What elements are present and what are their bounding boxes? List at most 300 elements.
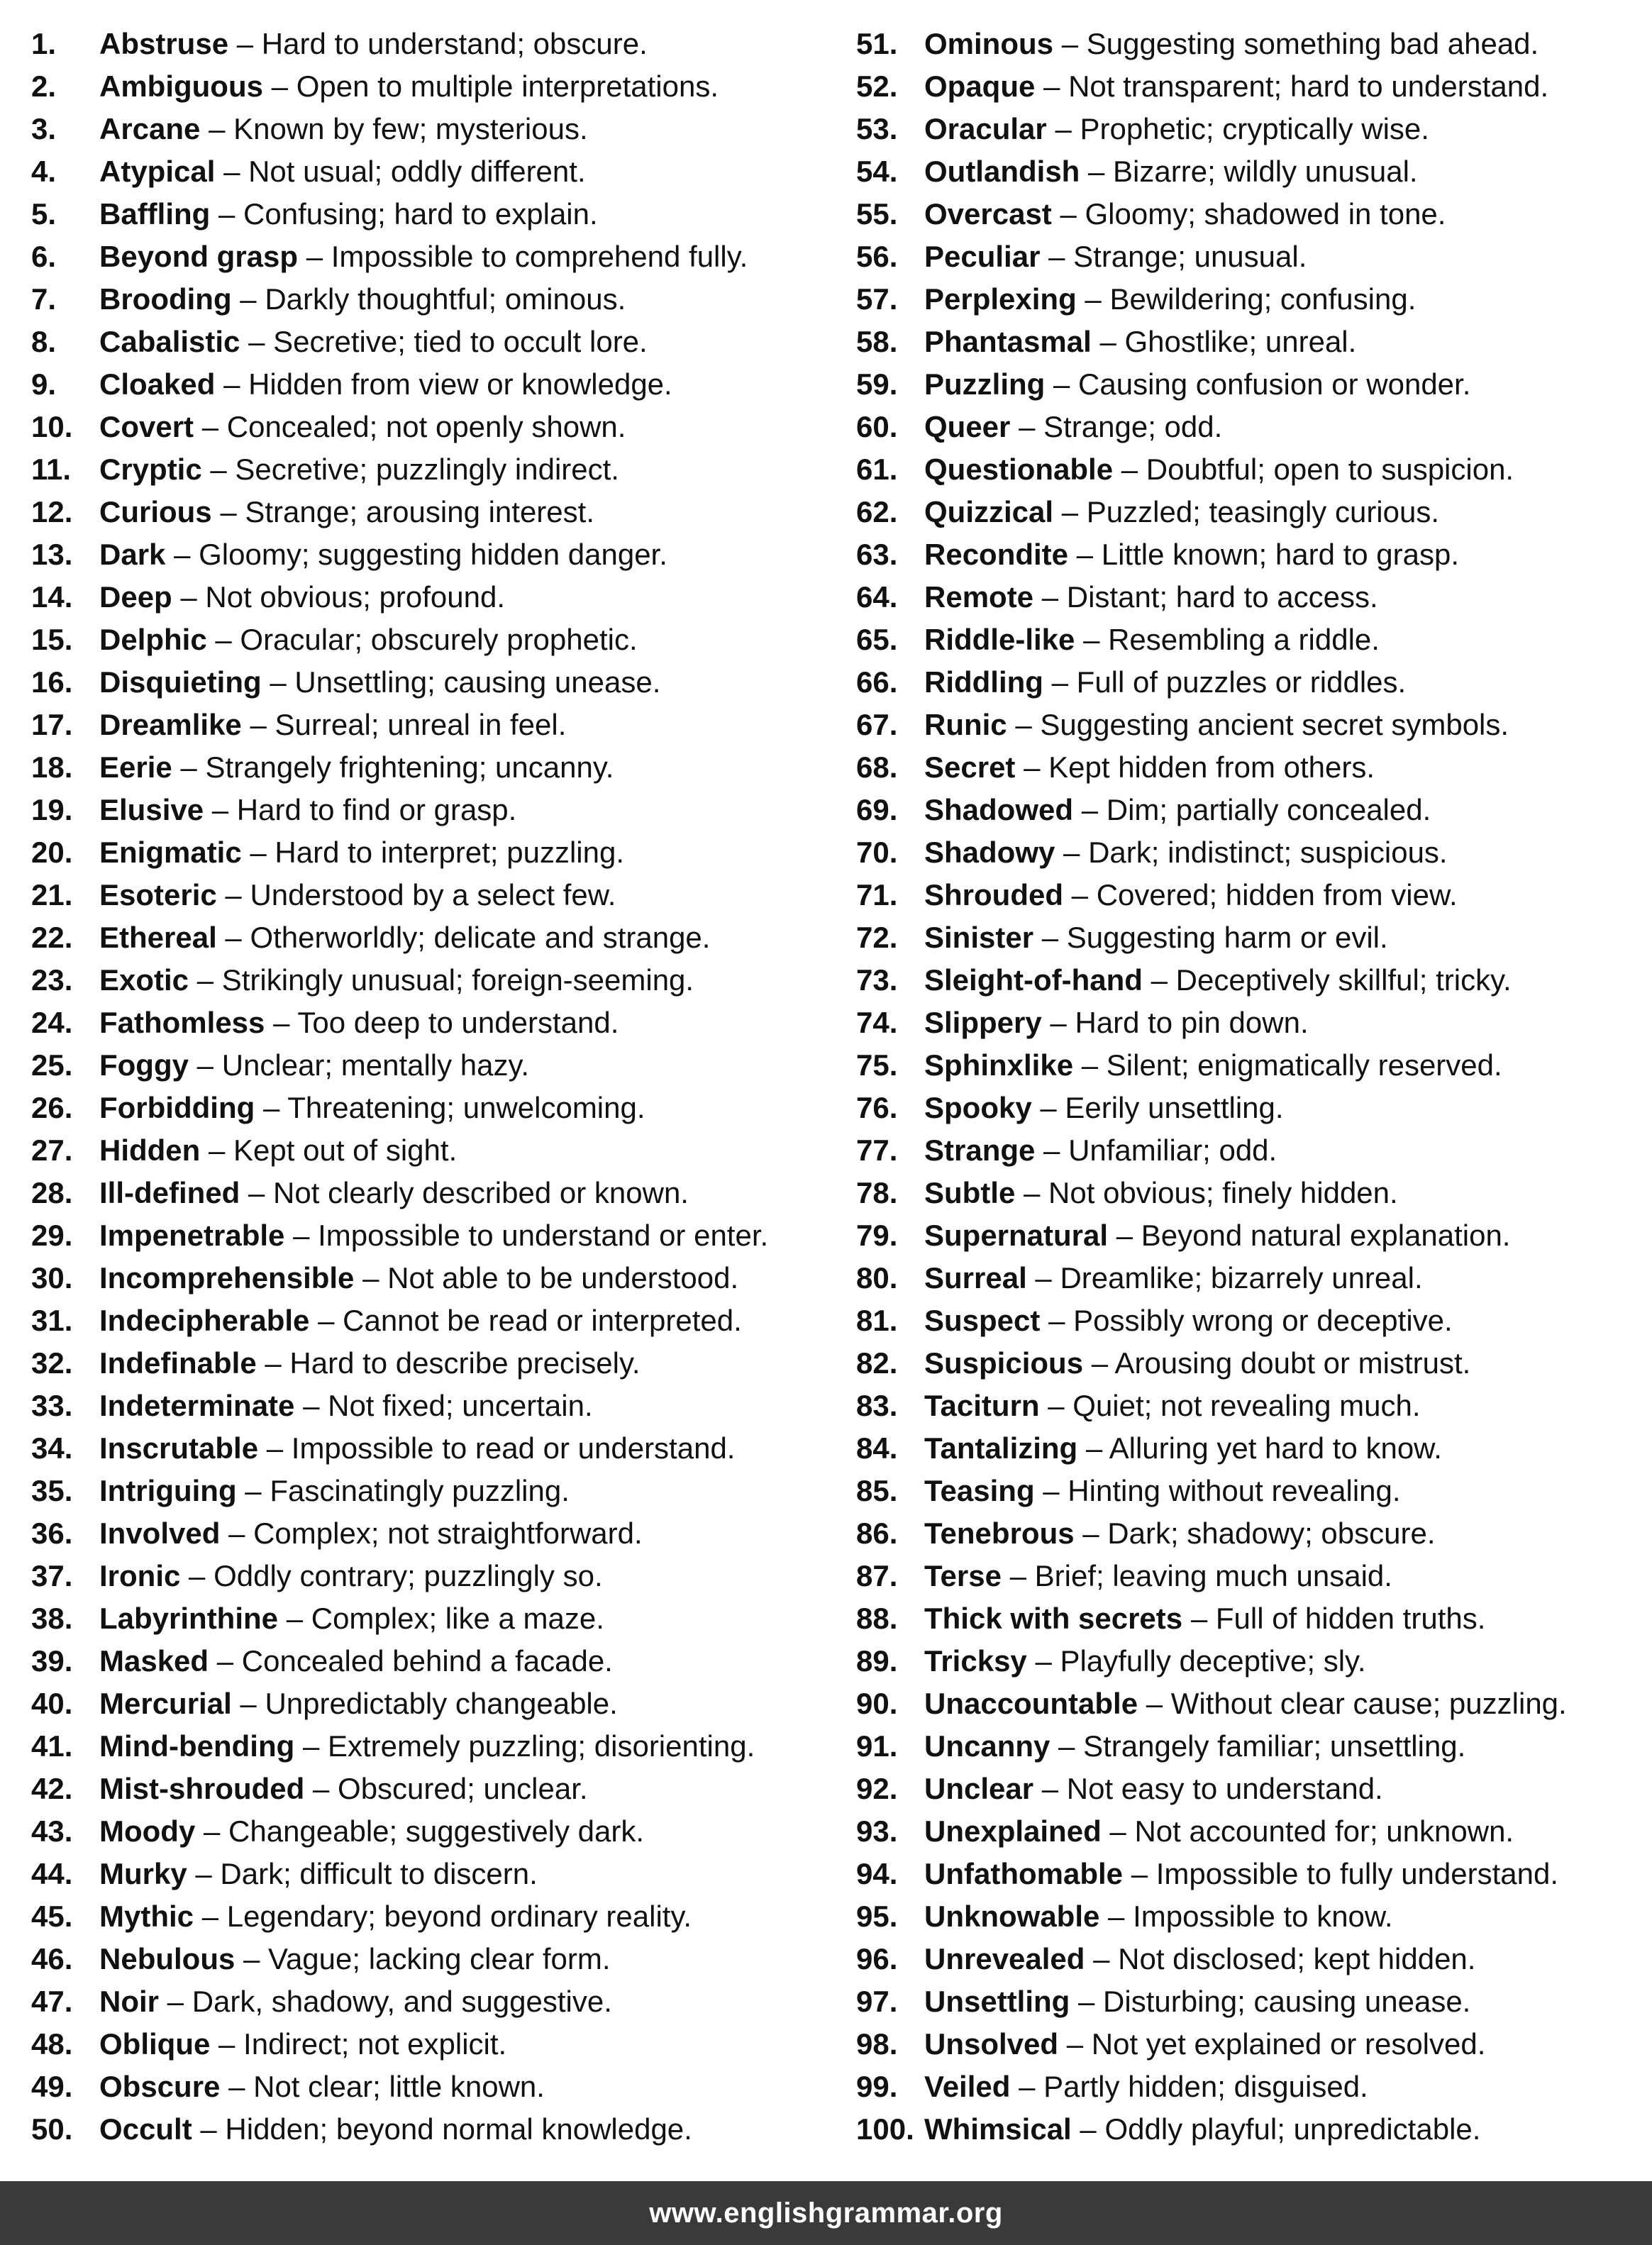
item-text [99, 448, 619, 491]
item-text [924, 363, 1470, 406]
item-dash: – [1041, 580, 1059, 614]
list-item [856, 1257, 1643, 1299]
item-definition: Puzzled; teasingly curious. [1086, 495, 1440, 528]
item-definition: Concealed; not openly shown. [226, 410, 626, 443]
item-text [924, 1597, 1485, 1640]
list-item [856, 2108, 1643, 2151]
item-word: Incomprehensible [99, 1261, 355, 1295]
item-definition: Oddly contrary; puzzlingly so. [214, 1559, 603, 1592]
item-definition: Unfamiliar; odd. [1068, 1133, 1277, 1167]
item-number: 6. [31, 240, 57, 273]
item-definition: Not fixed; uncertain. [328, 1389, 593, 1422]
item-definition: Strikingly unusual; foreign-seeming. [221, 963, 694, 997]
item-text [99, 193, 598, 235]
list-item [856, 1597, 1643, 1640]
item-dash: – [1061, 495, 1079, 528]
item-number: 96. [856, 1942, 898, 1975]
item-word: Recondite [924, 538, 1069, 571]
item-number: 9. [31, 367, 57, 401]
item-dash: – [1076, 538, 1094, 571]
item-word: Obscure [99, 2070, 221, 2103]
list-item [856, 959, 1643, 1002]
item-number: 7. [31, 282, 57, 316]
item-number: 50. [31, 2112, 73, 2146]
list-item [31, 448, 826, 491]
item-definition: Strange; odd. [1043, 410, 1223, 443]
list-item [31, 874, 826, 916]
item-number: 99. [856, 2070, 898, 2103]
item-dash: – [220, 495, 237, 528]
item-text [924, 661, 1406, 704]
item-number: 91. [856, 1729, 898, 1763]
item-definition: Surreal; unreal in feel. [275, 708, 567, 741]
item-number: 12. [31, 495, 73, 528]
item-number: 19. [31, 793, 73, 826]
list-item [856, 108, 1643, 150]
item-number: 62. [856, 495, 898, 528]
item-dash: – [303, 1389, 320, 1422]
item-number: 52. [856, 70, 898, 103]
item-word: Beyond grasp [99, 240, 299, 273]
item-text [99, 1087, 645, 1129]
item-definition: Concealed behind a facade. [241, 1644, 613, 1678]
item-word: Overcast [924, 197, 1052, 231]
item-text [99, 1512, 643, 1555]
item-number: 84. [856, 1431, 898, 1465]
item-word: Slippery [924, 1006, 1042, 1039]
item-text [99, 789, 516, 831]
item-definition: Unclear; mentally hazy. [221, 1048, 530, 1082]
item-number: 47. [31, 1985, 73, 2018]
item-dash: – [1131, 1857, 1148, 1890]
item-definition: Bewildering; confusing. [1109, 282, 1417, 316]
item-number: 33. [31, 1389, 73, 1422]
item-word: Disquieting [99, 665, 262, 699]
item-text [924, 1470, 1401, 1512]
item-text [924, 108, 1429, 150]
item-text [924, 1683, 1567, 1725]
item-definition: Without clear cause; puzzling. [1170, 1687, 1567, 1720]
list-item [856, 619, 1643, 661]
item-definition: Impossible to know. [1133, 1900, 1393, 1933]
list-item [856, 1725, 1643, 1768]
list-item [856, 1555, 1643, 1597]
item-word: Strange [924, 1133, 1036, 1167]
item-number: 24. [31, 1006, 73, 1039]
item-definition: Dreamlike; bizarrely unreal. [1060, 1261, 1423, 1295]
item-number: 49. [31, 2070, 73, 2103]
item-text [924, 193, 1446, 235]
item-dash: – [1190, 1602, 1208, 1635]
item-number: 66. [856, 665, 898, 699]
item-dash: – [273, 1006, 290, 1039]
item-dash: – [1058, 1729, 1075, 1763]
item-text [924, 2066, 1368, 2108]
item-definition: Cannot be read or interpreted. [343, 1304, 742, 1337]
list-item [31, 576, 826, 619]
item-dash: – [200, 2112, 217, 2146]
item-text [924, 1768, 1383, 1810]
item-dash: – [223, 367, 240, 401]
list-item [31, 831, 826, 874]
item-word: Puzzling [924, 367, 1046, 401]
item-word: Cloaked [99, 367, 216, 401]
item-dash: – [236, 27, 254, 60]
item-number: 76. [856, 1091, 898, 1124]
item-dash: – [228, 1517, 245, 1550]
item-word: Eerie [99, 750, 172, 784]
item-definition: Hidden from view or knowledge. [248, 367, 672, 401]
item-text [99, 321, 648, 363]
item-definition: Eerily unsettling. [1065, 1091, 1284, 1124]
item-definition: Threatening; unwelcoming. [287, 1091, 645, 1124]
item-text [924, 2023, 1485, 2066]
item-text [924, 1725, 1465, 1768]
item-word: Cryptic [99, 453, 202, 486]
item-number: 65. [856, 623, 898, 656]
item-number: 80. [856, 1261, 898, 1295]
item-dash: – [286, 1602, 304, 1635]
item-dash: – [1048, 1389, 1065, 1422]
list-item [856, 278, 1643, 321]
item-number: 88. [856, 1602, 898, 1635]
item-text [99, 491, 594, 533]
list-item [31, 789, 826, 831]
list-item [31, 959, 826, 1002]
item-number: 92. [856, 1772, 898, 1805]
item-number: 55. [856, 197, 898, 231]
item-dash: – [1041, 1772, 1059, 1805]
item-definition: Open to multiple interpretations. [296, 70, 719, 103]
item-dash: – [1078, 1985, 1095, 2018]
item-dash: – [1043, 1474, 1060, 1507]
item-word: Suspicious [924, 1346, 1084, 1380]
item-definition: Not clearly described or known. [273, 1176, 689, 1209]
item-definition: Oddly playful; unpredictable. [1104, 2112, 1481, 2146]
list-item [856, 1810, 1643, 1853]
item-number: 22. [31, 921, 73, 954]
item-text [99, 1768, 588, 1810]
item-number: 37. [31, 1559, 73, 1592]
item-word: Exotic [99, 963, 189, 997]
item-text [99, 1044, 529, 1087]
item-definition: Covered; hidden from view. [1096, 878, 1458, 911]
item-word: Mind-bending [99, 1729, 295, 1763]
item-definition: Resembling a riddle. [1108, 623, 1380, 656]
item-number: 59. [856, 367, 898, 401]
list-item [856, 363, 1643, 406]
item-definition: Hard to describe precisely. [289, 1346, 641, 1380]
item-word: Delphic [99, 623, 207, 656]
item-definition: Bizarre; wildly unusual. [1113, 155, 1418, 188]
item-dash: – [1040, 1091, 1057, 1124]
item-definition: Dim; partially concealed. [1106, 793, 1431, 826]
item-definition: Hinting without revealing. [1068, 1474, 1401, 1507]
item-text [924, 704, 1509, 746]
list-item [856, 150, 1643, 193]
item-number: 13. [31, 538, 73, 571]
item-number: 48. [31, 2027, 73, 2061]
item-definition: Beyond natural explanation. [1141, 1219, 1511, 1252]
list-item [31, 406, 826, 448]
item-word: Secret [924, 750, 1016, 784]
item-definition: Arousing doubt or mistrust. [1114, 1346, 1471, 1380]
item-word: Questionable [924, 453, 1114, 486]
item-text [99, 1810, 644, 1853]
item-dash: – [240, 282, 257, 316]
item-dash: – [218, 2027, 235, 2061]
item-number: 95. [856, 1900, 898, 1933]
item-dash: – [1060, 197, 1077, 231]
item-dash: – [1093, 1942, 1110, 1975]
item-word: Runic [924, 708, 1007, 741]
item-definition: Distant; hard to access. [1066, 580, 1378, 614]
item-definition: Not accounted for; unknown. [1134, 1814, 1514, 1848]
item-dash: – [1151, 963, 1168, 997]
item-text [924, 619, 1380, 661]
word-list-column-right [856, 23, 1643, 2151]
item-number: 8. [31, 325, 57, 358]
list-item [31, 746, 826, 789]
item-number: 5. [31, 197, 57, 231]
item-dash: – [1066, 2027, 1084, 2061]
item-definition: Not able to be understood. [387, 1261, 739, 1295]
item-text [924, 1938, 1475, 1980]
item-number: 69. [856, 793, 898, 826]
item-dash: – [262, 1091, 280, 1124]
item-definition: Strange; arousing interest. [245, 495, 594, 528]
item-dash: – [250, 708, 267, 741]
item-dash: – [1009, 1559, 1026, 1592]
item-word: Ironic [99, 1559, 181, 1592]
item-dash: – [211, 793, 229, 826]
item-definition: Strangely frightening; uncanny. [205, 750, 614, 784]
item-word: Tantalizing [924, 1431, 1078, 1465]
list-item [31, 916, 826, 959]
list-item [856, 1002, 1643, 1044]
item-number: 44. [31, 1857, 73, 1890]
item-text [99, 2108, 692, 2151]
item-dash: – [1051, 665, 1068, 699]
item-word: Subtle [924, 1176, 1016, 1209]
item-number: 93. [856, 1814, 898, 1848]
item-dash: – [228, 2070, 245, 2103]
item-text [99, 746, 614, 789]
item-dash: – [245, 1474, 262, 1507]
list-item [856, 1853, 1643, 1895]
list-item [856, 1172, 1643, 1214]
item-dash: – [209, 1133, 226, 1167]
item-text [99, 1597, 604, 1640]
item-number: 74. [856, 1006, 898, 1039]
item-dash: – [180, 750, 197, 784]
item-number: 34. [31, 1431, 73, 1465]
item-text [924, 235, 1307, 278]
item-word: Peculiar [924, 240, 1041, 273]
item-dash: – [250, 836, 267, 869]
item-word: Riddle-like [924, 623, 1075, 656]
item-text [924, 23, 1539, 65]
item-definition: Brief; leaving much unsaid. [1034, 1559, 1392, 1592]
item-number: 68. [856, 750, 898, 784]
item-dash: – [189, 1559, 206, 1592]
item-number: 25. [31, 1048, 73, 1082]
list-item [856, 1342, 1643, 1385]
item-word: Intriguing [99, 1474, 237, 1507]
item-number: 32. [31, 1346, 73, 1380]
item-text [99, 23, 648, 65]
list-item [856, 576, 1643, 619]
item-number: 42. [31, 1772, 73, 1805]
item-number: 46. [31, 1942, 73, 1975]
list-item [31, 1385, 826, 1427]
item-text [99, 1895, 692, 1938]
item-word: Unfathomable [924, 1857, 1124, 1890]
item-word: Unrevealed [924, 1942, 1085, 1975]
item-dash: – [1083, 623, 1100, 656]
item-definition: Secretive; tied to occult lore. [273, 325, 648, 358]
item-word: Tricksy [924, 1644, 1027, 1678]
item-dash: – [196, 963, 214, 997]
item-number: 53. [856, 112, 898, 145]
item-text [99, 1853, 538, 1895]
item-word: Veiled [924, 2070, 1011, 2103]
list-item [31, 1342, 826, 1385]
item-dash: – [174, 538, 191, 571]
list-item [31, 1853, 826, 1895]
item-text [99, 1725, 755, 1768]
item-word: Sleight-of-hand [924, 963, 1143, 997]
list-item [856, 448, 1643, 491]
item-definition: Alluring yet hard to know. [1109, 1431, 1442, 1465]
item-definition: Silent; enigmatically reserved. [1106, 1048, 1502, 1082]
list-item [31, 2066, 826, 2108]
item-definition: Not obvious; profound. [205, 580, 506, 614]
item-text [99, 576, 505, 619]
item-word: Taciturn [924, 1389, 1040, 1422]
item-definition: Too deep to understand. [297, 1006, 619, 1039]
item-definition: Unsettling; causing unease. [294, 665, 661, 699]
item-text [99, 1002, 619, 1044]
item-dash: – [362, 1261, 379, 1295]
item-definition: Hard to find or grasp. [236, 793, 517, 826]
list-item [31, 1087, 826, 1129]
list-item [31, 1725, 826, 1768]
item-word: Remote [924, 580, 1034, 614]
item-word: Thick with secrets [924, 1602, 1183, 1635]
item-word: Nebulous [99, 1942, 235, 1975]
list-item [856, 746, 1643, 789]
item-dash: – [209, 112, 226, 145]
item-dash: – [1081, 1048, 1099, 1082]
list-item [856, 193, 1643, 235]
item-text [924, 1810, 1514, 1853]
item-dash: – [1081, 793, 1099, 826]
list-item [31, 1895, 826, 1938]
item-text [924, 65, 1548, 108]
item-text [924, 1895, 1393, 1938]
item-definition: Not transparent; hard to understand. [1068, 70, 1549, 103]
list-item [31, 278, 826, 321]
item-number: 56. [856, 240, 898, 273]
item-definition: Understood by a select few. [250, 878, 616, 911]
item-word: Tenebrous [924, 1517, 1075, 1550]
item-dash: – [1121, 453, 1138, 486]
list-item [856, 1683, 1643, 1725]
item-text [924, 1512, 1436, 1555]
item-definition: Hidden; beyond normal knowledge. [225, 2112, 692, 2146]
item-text [924, 1214, 1510, 1257]
item-text [99, 108, 588, 150]
item-text [924, 1853, 1558, 1895]
list-item [31, 235, 826, 278]
item-word: Deep [99, 580, 172, 614]
item-word: Shrouded [924, 878, 1063, 911]
item-number: 27. [31, 1133, 73, 1167]
item-definition: Doubtful; open to suspicion. [1146, 453, 1514, 486]
list-item [856, 1512, 1643, 1555]
item-word: Queer [924, 410, 1011, 443]
item-definition: Secretive; puzzlingly indirect. [235, 453, 619, 486]
item-dash: – [1048, 1304, 1065, 1337]
item-definition: Little known; hard to grasp. [1101, 538, 1460, 571]
item-dash: – [1041, 921, 1059, 954]
list-item [856, 1427, 1643, 1470]
item-word: Phantasmal [924, 325, 1092, 358]
item-word: Cabalistic [99, 325, 240, 358]
item-text [99, 1683, 618, 1725]
item-dash: – [167, 1985, 184, 2018]
item-word: Unaccountable [924, 1687, 1138, 1720]
item-text [924, 1087, 1284, 1129]
item-definition: Indirect; not explicit. [243, 2027, 507, 2061]
item-text [924, 1980, 1470, 2023]
item-word: Esoteric [99, 878, 217, 911]
item-word: Supernatural [924, 1219, 1109, 1252]
item-definition: Suggesting harm or evil. [1066, 921, 1388, 954]
item-dash: – [215, 623, 232, 656]
item-dash: – [302, 1729, 320, 1763]
item-text [924, 1342, 1470, 1385]
item-definition: Not obvious; finely hidden. [1048, 1176, 1398, 1209]
list-item [856, 1214, 1643, 1257]
item-number: 30. [31, 1261, 73, 1295]
footer-url[interactable]: www.englishgrammar.org [649, 2197, 1003, 2229]
item-definition: Known by few; mysterious. [233, 112, 588, 145]
item-number: 85. [856, 1474, 898, 1507]
item-definition: Changeable; suggestively dark. [228, 1814, 645, 1848]
item-dash: – [1015, 708, 1032, 741]
item-number: 16. [31, 665, 73, 699]
item-word: Indefinable [99, 1346, 257, 1380]
item-dash: – [1099, 325, 1116, 358]
item-text [99, 150, 586, 193]
item-definition: Causing confusion or wonder. [1078, 367, 1471, 401]
list-item [31, 1002, 826, 1044]
item-text [99, 959, 694, 1002]
item-text [99, 1427, 735, 1470]
item-word: Dark [99, 538, 166, 571]
item-word: Oblique [99, 2027, 211, 2061]
item-number: 1. [31, 27, 57, 60]
item-word: Impenetrable [99, 1219, 285, 1252]
item-word: Noir [99, 1985, 159, 2018]
list-item [31, 1980, 826, 2023]
item-dash: – [218, 197, 235, 231]
item-number: 39. [31, 1644, 73, 1678]
item-text [924, 491, 1439, 533]
item-definition: Disturbing; causing unease. [1103, 1985, 1471, 2018]
